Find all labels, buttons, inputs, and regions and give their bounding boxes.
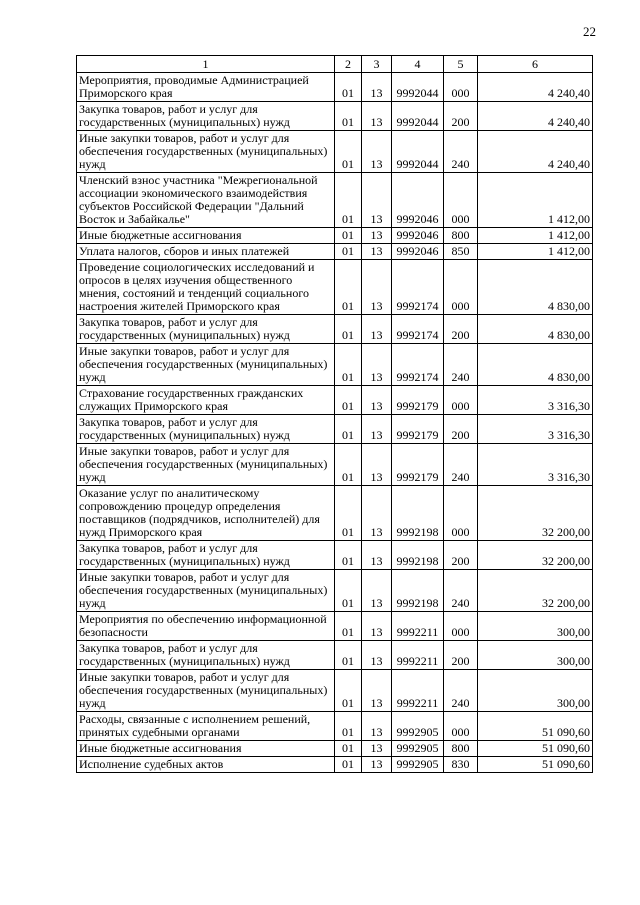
row-target-article: 9992174: [392, 315, 444, 344]
row-subsection: 13: [362, 612, 392, 641]
column-header: 6: [478, 56, 593, 73]
row-description: Закупка товаров, работ и услуг для государственных (муниципальных) нужд: [77, 641, 335, 670]
row-section: 01: [335, 228, 362, 244]
row-description: Членский взнос участника "Межрегиональной ассоциации экономического взаимодействия субъектов Российской Федерации "Дальний Восток и Забайкалье": [77, 173, 335, 228]
row-amount: 4 830,00: [478, 344, 593, 386]
row-section: 01: [335, 612, 362, 641]
row-subsection: 13: [362, 386, 392, 415]
table-row: [77, 486, 593, 541]
row-target-article: 9992179: [392, 386, 444, 415]
row-expense-type: 240: [444, 670, 478, 712]
row-section: 01: [335, 741, 362, 757]
row-subsection: 13: [362, 260, 392, 315]
row-amount: 32 200,00: [478, 541, 593, 570]
row-description: Мероприятия, проводимые Администрацией Приморского края: [77, 73, 335, 102]
row-section: 01: [335, 541, 362, 570]
row-target-article: 9992905: [392, 712, 444, 741]
row-description: Иные закупки товаров, работ и услуг для обеспечения государственных (муниципальных) нужд: [77, 131, 335, 173]
row-target-article: 9992046: [392, 228, 444, 244]
row-target-article: 9992198: [392, 486, 444, 541]
row-description: Иные закупки товаров, работ и услуг для обеспечения государственных (муниципальных) нужд: [77, 444, 335, 486]
row-target-article: 9992174: [392, 344, 444, 386]
row-description: Уплата налогов, сборов и иных платежей: [77, 244, 335, 260]
row-amount: 4 240,40: [478, 73, 593, 102]
table-row: [77, 228, 593, 244]
page-number: 22: [583, 24, 596, 39]
row-subsection: 13: [362, 344, 392, 386]
row-target-article: 9992198: [392, 570, 444, 612]
row-amount: 1 412,00: [478, 173, 593, 228]
table-row: [77, 131, 593, 173]
table-row: [77, 741, 593, 757]
row-section: 01: [335, 131, 362, 173]
table-row: [77, 415, 593, 444]
row-amount: 51 090,60: [478, 741, 593, 757]
row-target-article: 9992046: [392, 244, 444, 260]
row-target-article: 9992174: [392, 260, 444, 315]
row-amount: 4 830,00: [478, 260, 593, 315]
row-expense-type: 000: [444, 486, 478, 541]
table-header-row: [77, 56, 593, 73]
column-header: 4: [392, 56, 444, 73]
row-amount: 32 200,00: [478, 486, 593, 541]
row-description: Закупка товаров, работ и услуг для государственных (муниципальных) нужд: [77, 102, 335, 131]
row-subsection: 13: [362, 131, 392, 173]
row-amount: 1 412,00: [478, 244, 593, 260]
row-section: 01: [335, 641, 362, 670]
budget-table: [76, 55, 593, 773]
row-amount: 4 240,40: [478, 131, 593, 173]
row-amount: 300,00: [478, 612, 593, 641]
row-description: Иные бюджетные ассигнования: [77, 228, 335, 244]
row-target-article: 9992044: [392, 131, 444, 173]
table-row: [77, 612, 593, 641]
row-expense-type: 000: [444, 73, 478, 102]
row-expense-type: 800: [444, 741, 478, 757]
row-section: 01: [335, 260, 362, 315]
row-section: 01: [335, 344, 362, 386]
row-subsection: 13: [362, 73, 392, 102]
row-subsection: 13: [362, 415, 392, 444]
row-description: Закупка товаров, работ и услуг для государственных (муниципальных) нужд: [77, 315, 335, 344]
row-subsection: 13: [362, 670, 392, 712]
row-subsection: 13: [362, 444, 392, 486]
row-description: Оказание услуг по аналитическому сопровождению процедур определения поставщиков (подрядчиков, исполнителей) для нужд Приморского края: [77, 486, 335, 541]
table-row: [77, 344, 593, 386]
row-subsection: 13: [362, 570, 392, 612]
row-section: 01: [335, 570, 362, 612]
row-description: Закупка товаров, работ и услуг для государственных (муниципальных) нужд: [77, 541, 335, 570]
table-row: [77, 73, 593, 102]
row-subsection: 13: [362, 641, 392, 670]
row-expense-type: 200: [444, 415, 478, 444]
row-expense-type: 000: [444, 173, 478, 228]
row-target-article: 9992179: [392, 415, 444, 444]
table-row: [77, 244, 593, 260]
row-subsection: 13: [362, 757, 392, 773]
row-section: 01: [335, 173, 362, 228]
row-expense-type: 000: [444, 386, 478, 415]
row-description: Мероприятия по обеспечению информационной безопасности: [77, 612, 335, 641]
row-expense-type: 200: [444, 641, 478, 670]
row-expense-type: 240: [444, 570, 478, 612]
row-description: Расходы, связанные с исполнением решений, принятых судебными органами: [77, 712, 335, 741]
row-amount: 3 316,30: [478, 415, 593, 444]
row-description: Иные закупки товаров, работ и услуг для обеспечения государственных (муниципальных) нужд: [77, 570, 335, 612]
row-subsection: 13: [362, 712, 392, 741]
row-amount: 3 316,30: [478, 444, 593, 486]
row-amount: 300,00: [478, 670, 593, 712]
row-expense-type: 200: [444, 315, 478, 344]
row-section: 01: [335, 73, 362, 102]
row-expense-type: 240: [444, 444, 478, 486]
row-subsection: 13: [362, 486, 392, 541]
row-subsection: 13: [362, 228, 392, 244]
row-description: Исполнение судебных актов: [77, 757, 335, 773]
row-target-article: 9992905: [392, 741, 444, 757]
row-section: 01: [335, 415, 362, 444]
row-subsection: 13: [362, 315, 392, 344]
column-header: 3: [362, 56, 392, 73]
row-description: Закупка товаров, работ и услуг для государственных (муниципальных) нужд: [77, 415, 335, 444]
table-row: [77, 173, 593, 228]
row-description: Проведение социологических исследований и опросов в целях изучения общественного мнения, состояний и тенденций социального настроения жителей Приморского края: [77, 260, 335, 315]
row-target-article: 9992905: [392, 757, 444, 773]
row-expense-type: 800: [444, 228, 478, 244]
row-expense-type: 000: [444, 612, 478, 641]
row-description: Страхование государственных гражданских служащих Приморского края: [77, 386, 335, 415]
table-row: [77, 260, 593, 315]
row-expense-type: 240: [444, 344, 478, 386]
table-row: [77, 570, 593, 612]
row-target-article: 9992179: [392, 444, 444, 486]
row-description: Иные закупки товаров, работ и услуг для обеспечения государственных (муниципальных) нужд: [77, 670, 335, 712]
row-section: 01: [335, 712, 362, 741]
row-amount: 4 830,00: [478, 315, 593, 344]
row-expense-type: 000: [444, 712, 478, 741]
row-subsection: 13: [362, 244, 392, 260]
row-expense-type: 200: [444, 541, 478, 570]
row-amount: 1 412,00: [478, 228, 593, 244]
row-expense-type: 830: [444, 757, 478, 773]
table-row: [77, 444, 593, 486]
row-section: 01: [335, 444, 362, 486]
row-target-article: 9992211: [392, 670, 444, 712]
column-header: 1: [77, 56, 335, 73]
row-amount: 51 090,60: [478, 757, 593, 773]
column-header: 5: [444, 56, 478, 73]
row-amount: 3 316,30: [478, 386, 593, 415]
row-target-article: 9992198: [392, 541, 444, 570]
row-amount: 32 200,00: [478, 570, 593, 612]
row-subsection: 13: [362, 541, 392, 570]
row-subsection: 13: [362, 741, 392, 757]
row-section: 01: [335, 757, 362, 773]
row-target-article: 9992044: [392, 102, 444, 131]
row-amount: 300,00: [478, 641, 593, 670]
row-section: 01: [335, 102, 362, 131]
row-expense-type: 000: [444, 260, 478, 315]
row-expense-type: 850: [444, 244, 478, 260]
row-section: 01: [335, 670, 362, 712]
row-target-article: 9992211: [392, 641, 444, 670]
row-subsection: 13: [362, 173, 392, 228]
table-row: [77, 102, 593, 131]
row-subsection: 13: [362, 102, 392, 131]
row-description: Иные бюджетные ассигнования: [77, 741, 335, 757]
row-section: 01: [335, 315, 362, 344]
row-target-article: 9992046: [392, 173, 444, 228]
row-section: 01: [335, 486, 362, 541]
table-row: [77, 386, 593, 415]
row-section: 01: [335, 244, 362, 260]
row-expense-type: 200: [444, 102, 478, 131]
column-header: 2: [335, 56, 362, 73]
row-section: 01: [335, 386, 362, 415]
table-row: [77, 712, 593, 741]
table-row: [77, 641, 593, 670]
row-amount: 4 240,40: [478, 102, 593, 131]
row-target-article: 9992044: [392, 73, 444, 102]
row-amount: 51 090,60: [478, 712, 593, 741]
table-row: [77, 670, 593, 712]
table-row: [77, 315, 593, 344]
row-target-article: 9992211: [392, 612, 444, 641]
row-description: Иные закупки товаров, работ и услуг для обеспечения государственных (муниципальных) нужд: [77, 344, 335, 386]
table-row: [77, 757, 593, 773]
row-expense-type: 240: [444, 131, 478, 173]
table-row: [77, 541, 593, 570]
